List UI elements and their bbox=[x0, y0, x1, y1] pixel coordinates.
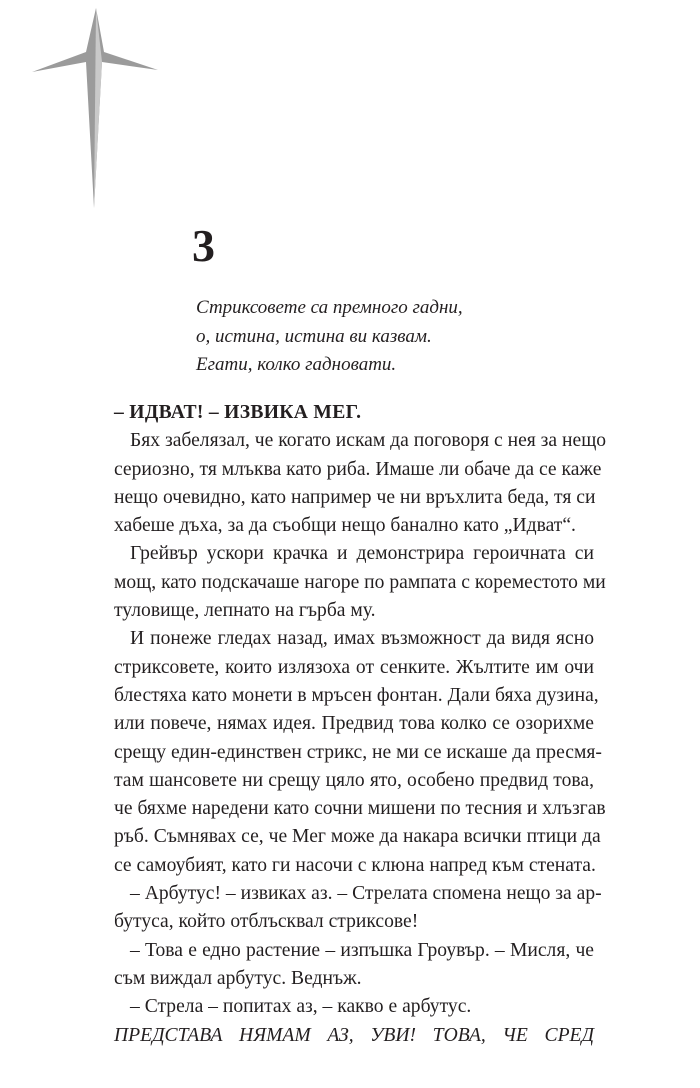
text-line: ръб. Съмнявах се, че Мег може да накара всички птици да bbox=[114, 826, 601, 848]
text-line: стриксовете, които излязоха от сенките. Жълтите им очи bbox=[114, 656, 594, 678]
epigraph bbox=[196, 294, 636, 380]
text-line: нещо очевидно, като например че ни връхлита беда, тя си bbox=[114, 486, 596, 508]
epigraph-line: о, истина, истина ви казвам. bbox=[196, 325, 432, 347]
text-line: мощ, като подскачаше нагоре по рампата с кореместото ми bbox=[114, 571, 606, 593]
epigraph-line: Стриксовете са премного гадни, bbox=[196, 297, 463, 318]
text-line: Грейвър ускори крачка и демонстрира героичната си bbox=[130, 543, 594, 565]
text-line: И понеже гледах назад, имах възможност да видя ясно bbox=[130, 628, 594, 650]
text-line: бутуса, който отблъсквал стриксове! bbox=[114, 911, 419, 933]
text-line: Бях забелязал, че когато искам да поговоря с нея за нещо bbox=[130, 430, 607, 452]
text-line: – Стрела – попитах аз, – какво е арбутус. bbox=[130, 996, 472, 1018]
text-line: – Това е едно растение – изпъшка Гроувър. – Мисля, че bbox=[130, 939, 594, 961]
body-text bbox=[114, 399, 607, 1050]
text-line: блестяха като монети в мръсен фонтан. Дали бяха дузина, bbox=[114, 684, 599, 706]
text-line: туловище, лепнато на гърба му. bbox=[114, 600, 376, 622]
text-line: сериозно, тя млъква като риба. Имаше ли обаче да се каже bbox=[114, 458, 602, 480]
text-line: хабеше дъха, за да съобщи нещо банално като „Идват“. bbox=[114, 515, 576, 537]
text-line: – Арбутус! – извиках аз. – Стрелата спомена нещо за ар- bbox=[130, 883, 602, 905]
text-line: че бяхме наредени като сочни мишени по тесния и хлъзгав bbox=[114, 798, 606, 820]
text-line: там шансовете ни срещу цяло ято, особено предвид това, bbox=[114, 769, 594, 791]
text-line: съм виждал арбутус. Веднъж. bbox=[114, 967, 362, 989]
text-line: или повече, нямах идея. Предвид това колко се озорихме bbox=[114, 713, 594, 735]
text-line: се самоубият, като ги насочи с клюна напред към стената. bbox=[114, 854, 596, 876]
spear-tip-icon bbox=[30, 8, 160, 208]
text-line: ПРЕДСТАВА НЯМАМ АЗ, УВИ! ТОВА, ЧЕ СРЕД bbox=[114, 1024, 594, 1046]
text-line: срещу един-единствен стрикс, не ми се искаше да пресмя- bbox=[114, 741, 602, 763]
epigraph-line: Егати, колко гадновати. bbox=[196, 354, 397, 375]
chapter-number: 3 bbox=[192, 220, 215, 271]
opening-line: – ИДВАТ! – ИЗВИКА МЕГ. bbox=[114, 402, 362, 423]
